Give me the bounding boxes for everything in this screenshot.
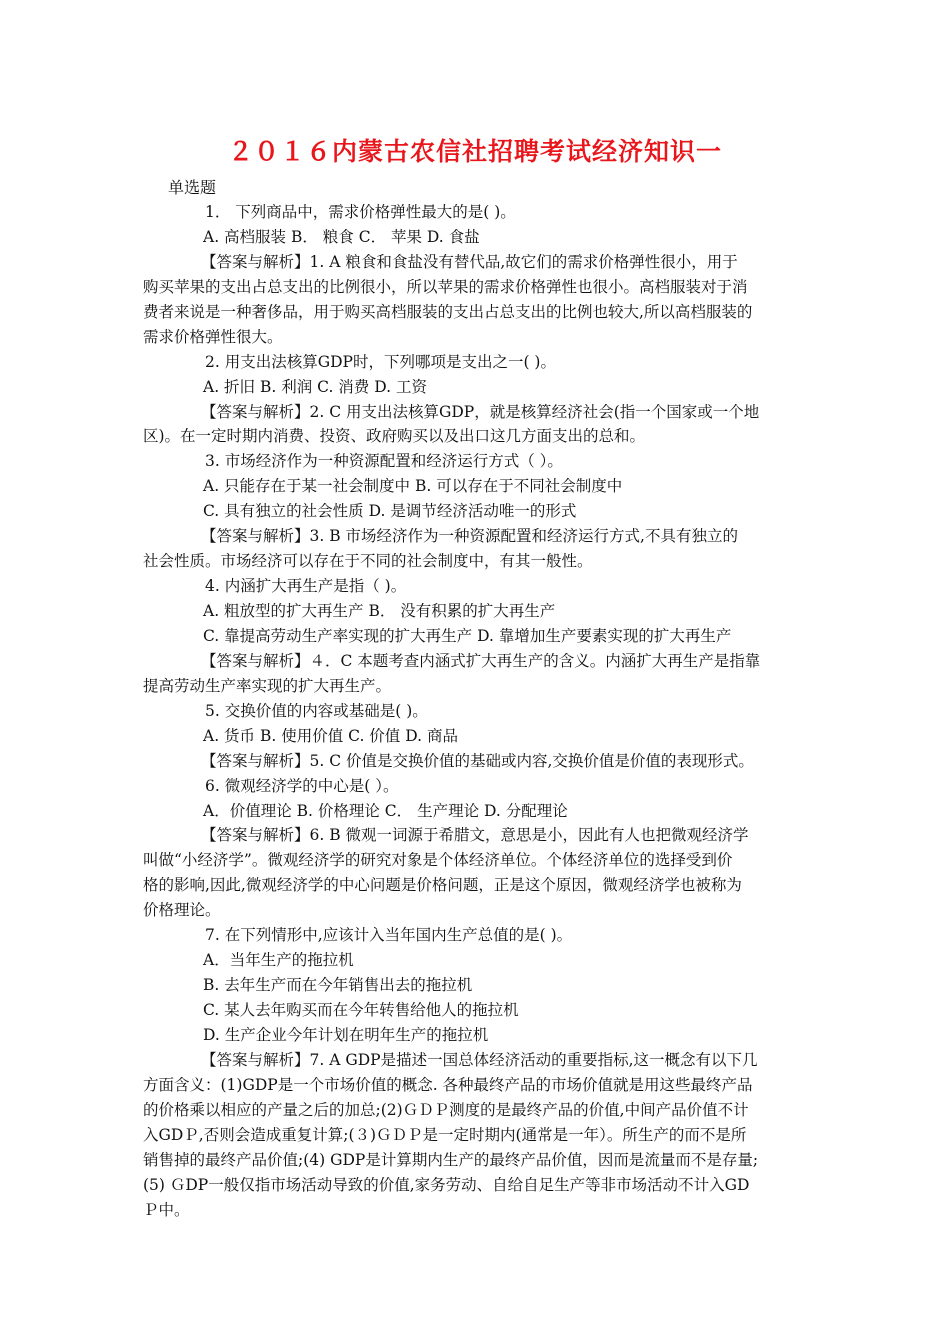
question-line: 2. 用支出法核算GDP时，下列哪项是支出之一( )。 (205, 352, 556, 371)
section-label: 单选题 (168, 178, 217, 197)
paragraph-line: 价格理论。 (143, 901, 221, 920)
question-line: 5. 交换价值的内容或基础是( )。 (205, 701, 428, 720)
answer-line: 【答案与解析】5. C 价值是交换价值的基础或内容,交换价值是价值的表现形式。 (201, 751, 754, 770)
paragraph-line: 的价格乘以相应的产量之后的加总;(2)ＧＤＰ测度的是最终产品的价值,中间产品价值不计 (143, 1100, 749, 1119)
answer-line: 【答案与解析】7. A GDP是描述一国总体经济活动的重要指标,这一概念有以下几 (201, 1050, 758, 1069)
question-body (143, 200, 808, 1222)
option-line: A. 粗放型的扩大再生产 B． 没有积累的扩大再生产 (203, 602, 556, 620)
paragraph-line: 格的影响,因此,微观经济学的中心问题是价格问题，正是这个原因，微观经济学也被称为 (143, 876, 742, 895)
paragraph-line: 销售掉的最终产品价值;(4) GDP是计算期内生产的最终产品价值，因而是流量而不是存量; (143, 1150, 759, 1169)
paragraph-line: 提高劳动生产率实现的扩大再生产。 (143, 676, 392, 695)
paragraph-line: 入GDＰ,否则会造成重复计算;(３)ＧＤＰ是一定时期内(通常是一年）。所生产的而不是所 (143, 1125, 747, 1144)
option-line: B. 去年生产而在今年销售出去的拖拉机 (203, 976, 473, 995)
option-line: A. 只能存在于某一社会制度中 B. 可以存在于不同社会制度中 (203, 477, 623, 496)
paragraph-line: 费者来说是一种奢侈品，用于购买高档服装的支出占总支出的比例也较大,所以高档服装的 (143, 302, 753, 321)
question-line: 1． 下列商品中，需求价格弹性最大的是( )。 (205, 203, 516, 221)
page-title: ２０１６内蒙古农信社招聘考试经济知识一 (227, 137, 722, 166)
question-line: 4. 内涵扩大再生产是指（ )。 (205, 577, 407, 596)
answer-line: 【答案与解析】6. B 微观一词源于希腊文，意思是小，因此有人也把微观经济学 (201, 826, 749, 845)
paragraph-line: 需求价格弹性很大。 (143, 327, 283, 346)
paragraph-line: 购买苹果的支出占总支出的比例很小，所以苹果的需求价格弹性也很小。高档服装对于消 (143, 277, 748, 296)
paragraph-line: 社会性质。市场经济可以存在于不同的社会制度中，有其一般性。 (143, 552, 593, 571)
option-line: A. 折旧 B. 利润 C. 消费 D. 工资 (203, 377, 427, 396)
option-line: C. 具有独立的社会性质 D. 是调节经济活动唯一的形式 (203, 502, 577, 521)
option-line: A．当年生产的拖拉机 (203, 951, 354, 970)
option-line: C. 某人去年购买而在今年转售给他人的拖拉机 (203, 1001, 519, 1019)
paragraph-line: 方面含义：(1)GDP是一个市场价值的概念. 各种最终产品的市场价值就是用这些最终产品 (143, 1075, 753, 1094)
option-line: A. 货币 B. 使用价值 C. 价值 D. 商品 (203, 726, 458, 745)
answer-line: 【答案与解析】2. C 用支出法核算GDP，就是核算经济社会(指一个国家或一个地 (201, 402, 760, 421)
question-line: 6. 微观经济学的中心是( ）。 (205, 776, 399, 795)
option-line: A. 高档服装 B． 粮食 C． 苹果 D. 食盐 (203, 227, 480, 246)
option-line: C. 靠提高劳动生产率实现的扩大再生产 D. 靠增加生产要素实现的扩大再生产 (203, 626, 732, 645)
answer-line: 【答案与解析】４．C 本题考查内涵式扩大再生产的含义。内涵扩大再生产是指靠 (201, 651, 761, 670)
question-line: 7. 在下列情形中,应该计入当年国内生产总值的是( )。 (205, 926, 573, 945)
paragraph-line: 叫做“小经济学”。微观经济学的研究对象是个体经济单位。个体经济单位的选择受到价 (143, 851, 733, 870)
option-line: D. 生产企业今年计划在明年生产的拖拉机 (203, 1025, 489, 1044)
answer-line: 【答案与解析】3. B 市场经济作为一种资源配置和经济运行方式,不具有独立的 (201, 527, 738, 546)
paragraph-line: Ｐ中。 (143, 1200, 190, 1219)
question-line: 3. 市场经济作为一种资源配置和经济运行方式（ ）。 (205, 452, 563, 471)
option-line: A．价值理论 B. 价格理论 C． 生产理论 D. 分配理论 (203, 801, 568, 820)
paragraph-line: (5) ＧDP一般仅指市场活动导致的价值,家务劳动、自给自足生产等非市场活动不计入GD (143, 1175, 750, 1194)
answer-line: 【答案与解析】1. A 粮食和食盐没有替代品,故它们的需求价格弹性很小，用于 (201, 252, 738, 271)
paragraph-line: 区)。在一定时期内消费、投资、政府购买以及出口这几方面支出的总和。 (143, 427, 646, 446)
